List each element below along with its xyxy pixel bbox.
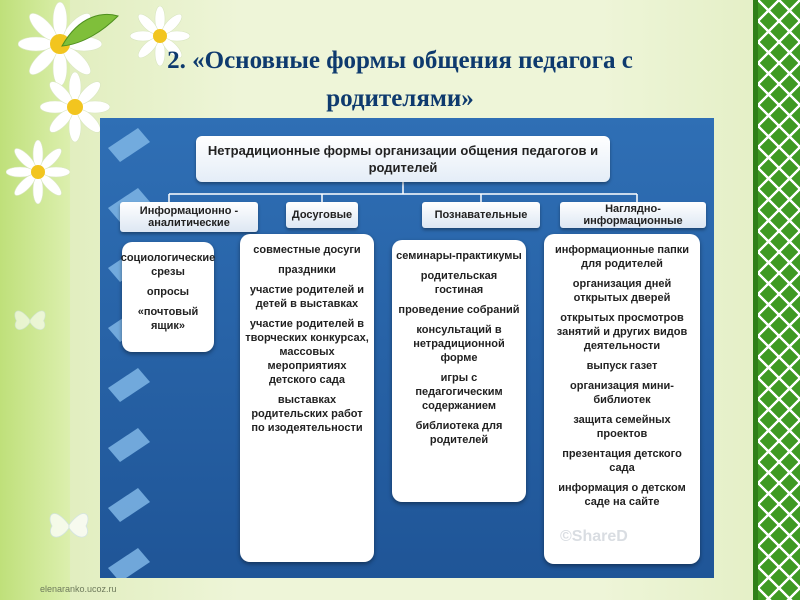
watermark-text: ©ShareD bbox=[560, 528, 628, 545]
list-item: родительская гостиная bbox=[420, 270, 498, 296]
list-item: организация мини-библиотек bbox=[570, 380, 674, 406]
list-item: семинары-практикумы bbox=[396, 250, 522, 262]
slide-title-line-1: 2. «Основные формы общения педагога с bbox=[167, 47, 633, 74]
butterfly-icon bbox=[44, 500, 94, 550]
list-item: выпуск газет bbox=[586, 360, 658, 372]
chamomile-flower-icon bbox=[6, 140, 70, 204]
category-visual-informational: Наглядно-информационные bbox=[560, 202, 706, 228]
list-item: опросы bbox=[146, 286, 190, 298]
list-item: консультаций в нетрадиционной форме bbox=[413, 324, 505, 364]
column-visual-informational bbox=[544, 234, 700, 564]
list-item: праздники bbox=[278, 264, 336, 276]
list-item: презентация детского сада bbox=[562, 448, 682, 474]
slide-title bbox=[100, 42, 700, 118]
list-item: «почтовый ящик» bbox=[137, 306, 199, 332]
slide-title-line-2: родителями» bbox=[326, 85, 474, 112]
category-cognitive: Познавательные bbox=[422, 202, 540, 228]
list-item: информация о детском саде на сайте bbox=[558, 482, 686, 508]
list-item: участие родителей в творческих конкурсах, массовых мероприятиях детского сада bbox=[245, 318, 369, 386]
footer-source: elenaranko.ucoz.ru bbox=[40, 584, 117, 594]
list-item: защита семейных проектов bbox=[573, 414, 671, 440]
list-item: открытых просмотров занятий и других видов деятельности bbox=[556, 312, 688, 352]
list-item: библиотека для родителей bbox=[415, 420, 503, 446]
column-cognitive bbox=[392, 240, 526, 502]
list-item: организация дней открытых дверей bbox=[572, 278, 672, 304]
list-item: социологические срезы bbox=[120, 252, 216, 278]
list-item: участие родителей и детей в выставках bbox=[249, 284, 365, 310]
column-informational-analytical bbox=[122, 242, 214, 352]
category-informational-analytical: Информационно - аналитические bbox=[120, 202, 258, 232]
list-item: выставках родительских работ по изодеятельности bbox=[251, 394, 363, 434]
list-item: информационные папки для родителей bbox=[554, 244, 690, 270]
right-checkered-border bbox=[758, 0, 800, 600]
butterfly-icon bbox=[10, 300, 50, 340]
diagram-root-box: Нетрадиционные формы организации общения педагогов и родителей bbox=[196, 136, 610, 182]
list-item: игры с педагогическим содержанием bbox=[415, 372, 503, 412]
diagram-panel bbox=[100, 118, 714, 578]
list-item: проведение собраний bbox=[398, 304, 520, 316]
category-leisure: Досуговые bbox=[286, 202, 358, 228]
column-leisure bbox=[240, 234, 374, 562]
list-item: совместные досуги bbox=[253, 244, 361, 256]
